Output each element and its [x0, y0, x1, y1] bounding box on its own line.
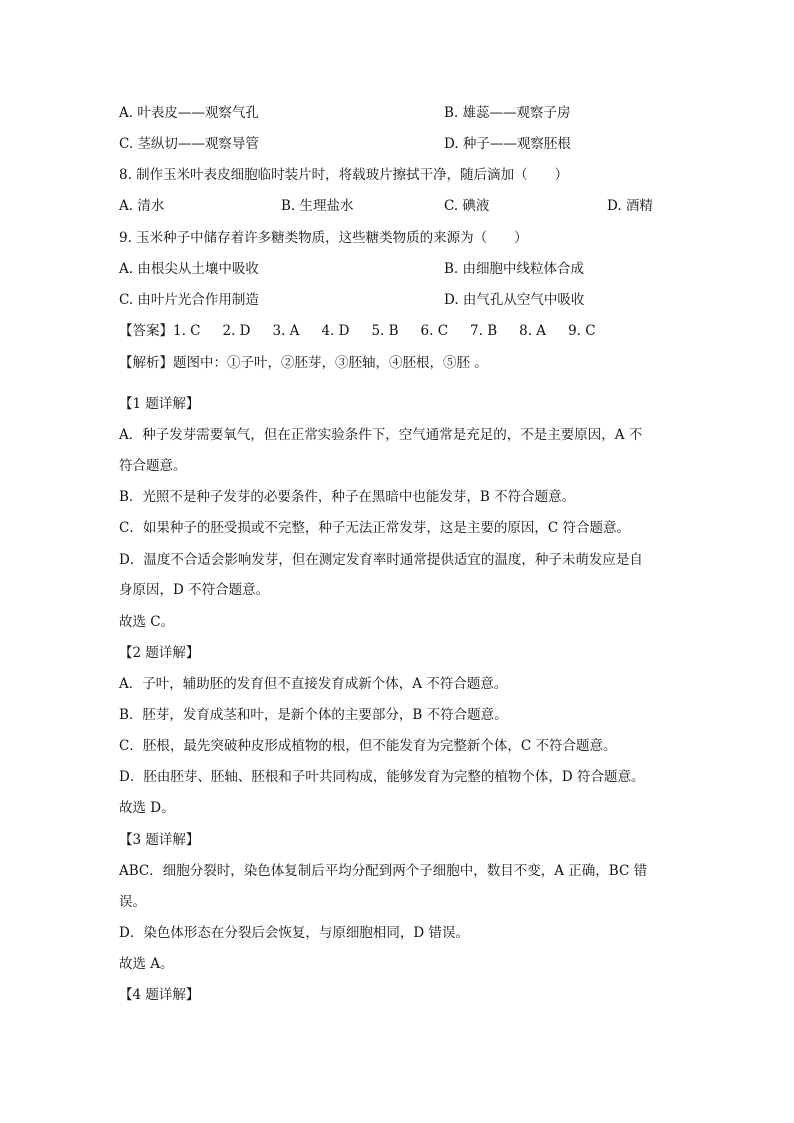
- q8-option-a: A. 清水: [119, 198, 165, 214]
- answer-item: 9. C: [568, 323, 596, 339]
- q1-option-d-line1: D．温度不合适会影响发芽，但在测定发育率时通常提供适宜的温度，种子未萌发应是自: [119, 552, 643, 568]
- q7-option-a: A. 叶表皮——观察气孔: [119, 105, 259, 121]
- q2-conclusion: 故选 D。: [119, 800, 175, 816]
- q7-option-d: D. 种子——观察胚根: [444, 136, 571, 152]
- q3-option-d: D．染色体形态在分裂后会恢复，与原细胞相同，D 错误。: [119, 925, 469, 941]
- q8-option-d: D. 酒精: [607, 198, 653, 214]
- answer-item: 2. D: [222, 323, 251, 339]
- q4-heading: 【4 题详解】: [119, 987, 200, 1003]
- q7-option-c: C. 茎纵切——观察导管: [119, 136, 259, 152]
- analysis-label: 【解析】: [119, 355, 173, 371]
- answer-item: 7. B: [470, 323, 498, 339]
- q1-option-a-line1: A．种子发芽需要氧气，但在正常实验条件下，空气通常是充足的，不是主要原因，A 不: [119, 427, 643, 443]
- q3-conclusion: 故选 A。: [119, 956, 174, 972]
- answer-item: 4. D: [321, 323, 350, 339]
- q8-option-b: B. 生理盐水: [281, 198, 354, 214]
- q8-stem: 8. 制作玉米叶表皮细胞临时装片时，将载玻片擦拭干净，随后滴加（ ）: [119, 167, 569, 183]
- q9-option-d: D. 由气孔从空气中吸收: [444, 292, 585, 308]
- answer-item: 6. C: [420, 323, 449, 339]
- q3-heading: 【3 题详解】: [119, 832, 200, 848]
- q9-stem: 9. 玉米种子中储存着许多糖类物质，这些糖类物质的来源为（ ）: [119, 230, 528, 246]
- q9-option-b: B. 由细胞中线粒体合成: [444, 261, 585, 277]
- q9-option-c: C. 由叶片光合作用制造: [119, 292, 259, 308]
- q2-option-a: A．子叶，辅助胚的发育但不直接发育成新个体，A 不符合题意。: [119, 676, 508, 692]
- answer-label: 【答案】: [119, 323, 173, 339]
- q2-heading: 【2 题详解】: [119, 645, 200, 661]
- analysis-text: 题图中：①子叶，②胚芽，③胚轴，④胚根，⑤胚 。: [173, 355, 488, 371]
- q1-option-c: C．如果种子的胚受损或不完整，种子无法正常发芽，这是主要的原因，C 符合题意。: [119, 520, 630, 536]
- q1-option-a-line2: 符合题意。: [119, 458, 187, 474]
- analysis-row: [119, 353, 488, 373]
- q1-conclusion: 故选 C。: [119, 614, 175, 630]
- answer-item: 8. A: [519, 323, 547, 339]
- q3-option-abc-line1: ABC．细胞分裂时，染色体复制后平均分配到两个子细胞中，数目不变，A 正确，BC 错: [119, 863, 648, 879]
- q3-option-abc-line2: 误。: [119, 894, 146, 910]
- q8-option-c: C. 碘液: [444, 198, 490, 214]
- answer-item: 5. B: [371, 323, 399, 339]
- answer-row: [119, 321, 596, 341]
- q2-option-c: C．胚根，最先突破种皮形成植物的根，但不能发育为完整新个体，C 不符合题意。: [119, 738, 617, 754]
- answer-item: 3. A: [272, 323, 300, 339]
- q2-option-d: D．胚由胚芽、胚轴、胚根和子叶共同构成，能够发育为完整的植物个体，D 符合题意。: [119, 769, 645, 785]
- answer-item: 1. C: [173, 323, 201, 339]
- q7-option-b: B. 雄蕊——观察子房: [444, 105, 571, 121]
- q1-option-b: B．光照不是种子发芽的必要条件，种子在黑暗中也能发芽，B 不符合题意。: [119, 489, 576, 505]
- q1-heading: 【1 题详解】: [119, 396, 200, 412]
- q2-option-b: B．胚芽，发育成茎和叶，是新个体的主要部分，B 不符合题意。: [119, 707, 508, 723]
- q1-option-d-line2: 身原因，D 不符合题意。: [119, 582, 270, 598]
- q9-option-a: A. 由根尖从土壤中吸收: [119, 261, 259, 277]
